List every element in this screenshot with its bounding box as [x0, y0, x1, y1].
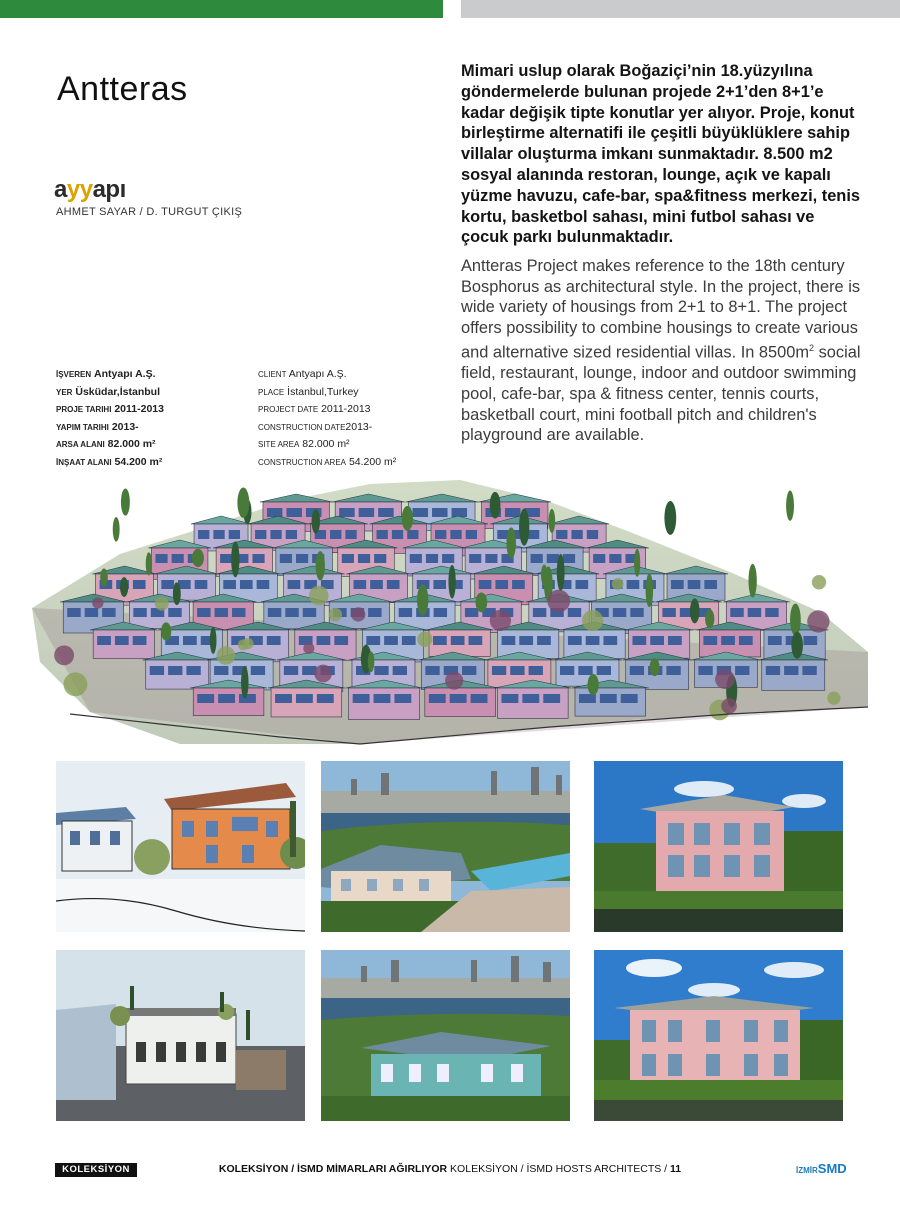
description-english-superscript: 2: [809, 343, 815, 354]
izmir-smd-logo: [796, 1161, 847, 1176]
client-logo-highlight: yy: [66, 176, 93, 203]
project-info-english: [258, 366, 396, 472]
page-number: 11: [670, 1163, 682, 1175]
info-label: PROJE TARIHI: [56, 405, 112, 415]
aerial-sketch-image: [30, 462, 870, 746]
info-label: CONSTRUCTION AREA: [258, 457, 347, 467]
info-row: [56, 419, 164, 437]
izmir-smd-logo-small: İZMİR: [796, 1166, 818, 1175]
info-row: [258, 419, 396, 437]
info-label: CLIENT: [258, 370, 287, 379]
header-accent-bar-grey: [461, 0, 900, 18]
info-label: YER: [56, 387, 73, 397]
description-english-part2: social field, restaurant, lounge, indoor and outdoor swimming pool, cafe-bar, spa & fitness center, tennis courts, basketball court, mini football pitch and children's playground are available.: [461, 343, 861, 445]
info-label: YAPIM TARIHI: [56, 422, 109, 432]
pink-villa-garden-render-image: [594, 950, 843, 1121]
info-row: [56, 366, 164, 384]
info-value: 2013-: [111, 420, 139, 433]
info-value: 54.200 m²: [114, 455, 163, 468]
koleksiyon-logo: KOLEKSİYON: [55, 1163, 137, 1177]
description-english-part1: Antteras Project makes reference to the 18th century Bosphorus as architectural style. In the project, there is wide variety of housings from 2+1 to 8+1. The project offers possibility to combine housings to create various and alternative sized residential villas. In 8500m: [461, 257, 861, 362]
info-value: 2011-2013: [321, 403, 371, 416]
info-value: Antyapı A.Ş.: [288, 368, 347, 380]
description-english: [461, 256, 866, 446]
info-row: [258, 384, 396, 402]
project-title: Antteras: [57, 70, 188, 108]
info-label: ARSA ALANI: [56, 440, 105, 450]
info-label: CONSTRUCTION DATE: [258, 422, 346, 432]
info-value: 82.000 m²: [107, 438, 156, 451]
info-label: İNŞAAT ALANI: [56, 457, 112, 467]
info-label: PLACE: [258, 387, 285, 397]
header-accent-bar-green: [0, 0, 443, 18]
info-label: İŞVEREN: [56, 370, 92, 379]
info-value: 82.000 m²: [302, 438, 350, 451]
client-logo-prefix: a: [54, 176, 67, 203]
bosphorus-pool-render-image: [321, 761, 570, 932]
info-row: [258, 436, 396, 454]
facade-model-image: [56, 950, 305, 1121]
info-value: Antyapı A.Ş.: [94, 368, 156, 380]
info-row: [56, 384, 164, 402]
info-row: [258, 401, 396, 419]
info-row: [56, 436, 164, 454]
info-row: [56, 401, 164, 419]
architects-names: AHMET SAYAR / D. TURGUT ÇIKIŞ: [56, 206, 243, 218]
info-row: [258, 366, 396, 384]
info-value: 54.200 m²: [348, 455, 397, 468]
info-label: PROJECT DATE: [258, 405, 319, 415]
footer-text-regular: KOLEKSİYON / İSMD HOSTS ARCHITECTS /: [447, 1163, 671, 1175]
footer-text-bold: KOLEKSİYON / İSMD MİMARLARI AĞIRLIYOR: [218, 1163, 448, 1175]
client-logo-suffix: apı: [92, 176, 126, 203]
sketch-villa-image: [56, 761, 305, 932]
description-turkish: Mimari uslup olarak Boğaziçi’nin 18.yüzyılına göndermelerde bulunan projede 2+1’den 8+1’e kadar değişik tipte konutlar yer alıyor. Proje, konut birleştirme alternatifi ile çeşitli büyüklüklere sahip villalar oluşturma imkanı sunmaktadır. 8.500 m2 sosyal alanında restoran, lounge, açık ve kapalı yüzme havuzu, cafe-bar, spa&fitness merkezi, tenis kortu, basketbol sahası, mini futbol sahası ve çocuk parkı bulunmaktadır.: [461, 62, 860, 247]
project-info-turkish: [56, 366, 164, 472]
info-label: SITE AREA: [258, 440, 300, 450]
info-value: Üsküdar,İstanbul: [75, 385, 160, 398]
info-value: 2011-2013: [114, 403, 164, 416]
izmir-smd-logo-big: SMD: [817, 1161, 847, 1176]
pink-villa-render-image: [594, 761, 843, 932]
info-value: 2013-: [345, 420, 373, 433]
bosphorus-house-render-image: [321, 950, 570, 1121]
info-value: İstanbul,Turkey: [287, 385, 359, 398]
client-logo: [54, 176, 126, 204]
